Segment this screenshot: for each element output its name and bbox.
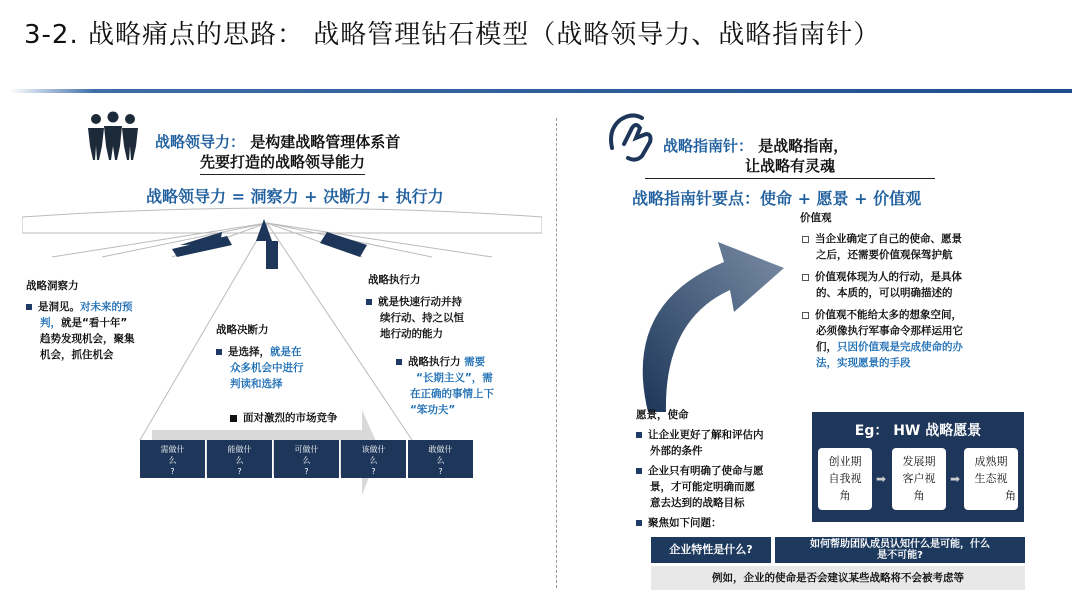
team-awareness-question: 如何帮助团队成员认知什么是可能，什么 是不可能? (775, 537, 1025, 563)
values-text-2b: 的、本质的，可以明确描述的 (816, 287, 953, 299)
stage-mature: 成熟期 生态视 角 (964, 448, 1018, 510)
insight-text-3: 趋势发现机会，聚集 (40, 333, 135, 345)
values-text-1a: 当企业确定了自己的使命、愿景 (815, 233, 962, 245)
execution-text-1: 就是快速行动并持 (378, 296, 462, 308)
center-divider (556, 118, 557, 588)
insight-text-1b: 对未来的预 (80, 301, 133, 313)
decision-text-3: 判读和选择 (230, 378, 283, 390)
checkbox-icon (802, 312, 809, 319)
compass-head-line2: 让战略有灵魂 (645, 156, 935, 179)
market-competition-text: 面对激烈的市场竞争 (243, 412, 338, 424)
insight-text-1a: 是洞见。 (38, 301, 80, 313)
team-people-icon (84, 110, 142, 162)
example-note: 例如，企业的使命是否会建议某些战略将不会被考虑等 (651, 566, 1025, 590)
execution-sub-2: “长期主义”，需 (416, 372, 493, 384)
compass-head-label: 战略指南针： (663, 137, 754, 155)
values-title: 价值观 (800, 212, 832, 224)
leadership-head-line2: 先要打造的战略领导能力 (200, 152, 365, 175)
cell-can: 能做什 么 ? (207, 440, 273, 478)
vision-title: 愿景，使命 (636, 409, 689, 421)
cell-need: 需做什 么 ? (140, 440, 206, 478)
bullet-square-icon (636, 468, 642, 474)
execution-text-2: 续行动、持之以恒 (380, 312, 464, 324)
vision-text-1b: 外部的条件 (650, 445, 703, 457)
stage-startup: 创业期 自我视 角 (818, 448, 872, 510)
execution-sub-4: “笨功夫” (410, 404, 456, 416)
hw-vision-title: Eg： HW 战略愿景 (854, 423, 982, 439)
bullet-square-icon (636, 520, 642, 526)
leadership-head-label: 战略领导力： (155, 133, 246, 151)
bullet-square-icon (26, 304, 32, 310)
decision-text-1a: 是选择， (228, 346, 270, 358)
vision-text-1a: 让企业更好了解和评估内 (648, 429, 764, 441)
decision-text-1b: 就是在 (270, 346, 302, 358)
compass-equation: 战略指南针要点：使命 + 愿景 + 价值观 (632, 189, 922, 208)
cell-dare: 敢做什 么 ? (408, 440, 474, 478)
insight-text-2b: 就是“看十年” (61, 317, 128, 329)
hw-vision-panel (812, 412, 1024, 522)
leadership-head-line1: 是构建战略管理体系首 (250, 133, 401, 151)
values-text-3c: 们， (816, 341, 837, 353)
arrow-right-icon: ➡ (876, 472, 887, 486)
insight-text-2a: 判， (40, 317, 61, 329)
bullet-square-icon (636, 432, 642, 438)
values-text-3e: 法，实现愿景的手段 (816, 357, 911, 369)
execution-sub-a: 战略执行力 (408, 356, 461, 368)
question-cells (140, 440, 480, 478)
cell-should: 该做什 么 ? (341, 440, 407, 478)
vision-text-2c: 意去达到的战略目标 (650, 497, 745, 509)
page-title: 3-2. 战略痛点的思路： 战略管理钻石模型（战略领导力、战略指南针） (24, 20, 881, 50)
leadership-equation: 战略领导力 = 洞察力 + 决断力 + 执行力 (146, 187, 444, 206)
values-text-1b: 之后，还需要价值观保驾护航 (816, 249, 953, 261)
execution-text-3: 地行动的能力 (380, 328, 443, 340)
execution-sub-b: 需要 (464, 356, 486, 368)
values-text-3b: 必须像执行军事命令那样运用它 (816, 325, 963, 337)
execution-title: 战略执行力 (368, 274, 421, 286)
values-text-3a: 价值观不能给太多的想象空间， (815, 309, 962, 321)
stage-growth: 发展期 客户视 角 (892, 448, 946, 510)
checkbox-icon (802, 274, 809, 281)
bullet-square-icon (230, 415, 237, 422)
decision-text-2: 众多机会中进行 (230, 362, 304, 374)
vision-text-3: 聚焦如下问题： (648, 517, 722, 529)
values-text-3d: 只因价值观是完成使命的办 (837, 341, 963, 353)
bullet-square-icon (366, 299, 372, 305)
enterprise-trait-question: 企业特性是什么? (651, 537, 771, 563)
cell-possible: 可做什 么 ? (274, 440, 340, 478)
compass-head-line1: 是战略指南， (758, 137, 849, 155)
arrow-right-icon: ➡ (950, 472, 961, 486)
values-text-2a: 价值观体现为人的行动，是具体 (815, 271, 962, 283)
insight-text-4: 机会，抓住机会 (40, 349, 114, 361)
decision-title: 战略决断力 (216, 324, 269, 336)
bullet-square-icon (216, 349, 222, 355)
checkbox-icon (802, 236, 809, 243)
curved-arrow (614, 224, 814, 414)
title-underline (10, 89, 1072, 93)
bullet-square-icon (396, 359, 402, 365)
vision-text-2b: 景，才可能定明确而愿 (650, 481, 755, 493)
execution-sub-3: 在正确的事情上下 (410, 388, 494, 400)
vision-text-2a: 企业只有明确了使命与愿 (648, 465, 764, 477)
insight-title: 战略洞察力 (26, 280, 79, 292)
